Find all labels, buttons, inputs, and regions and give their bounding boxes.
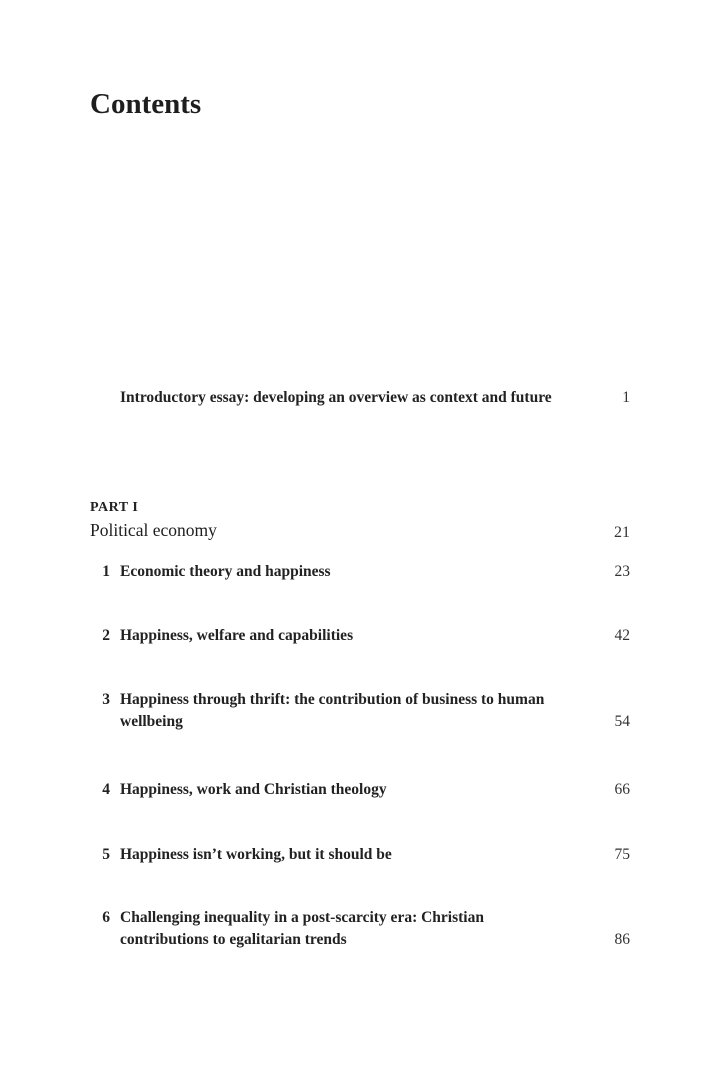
toc-entry-text: Happiness, work and Christian theology	[120, 781, 387, 798]
toc-entry-chapter-1[interactable]	[96, 561, 630, 583]
toc-entry-text: Economic theory and happiness	[120, 563, 331, 580]
part-label: PART I	[90, 500, 139, 515]
chapter-number: 3	[102, 691, 110, 708]
toc-part-1[interactable]	[90, 498, 630, 542]
part-title: Political economy	[90, 520, 217, 540]
chapter-number: 1	[102, 563, 110, 580]
toc-page-number: 1	[622, 389, 630, 406]
toc-entry-text: Happiness, welfare and capabilities	[120, 627, 354, 644]
toc-entry-text: Challenging inequality in a post-scarcity era: Christian contributions to egalitarian trends	[120, 909, 484, 948]
chapter-number: 4	[102, 781, 110, 798]
chapter-number: 2	[102, 627, 110, 644]
toc-entry-chapter-5[interactable]	[96, 844, 630, 866]
toc-page-number: 75	[614, 846, 630, 863]
toc-page-number: 21	[614, 524, 630, 541]
toc-entry-intro[interactable]	[96, 387, 630, 409]
toc-entry-chapter-4[interactable]	[96, 779, 630, 801]
toc-entry-text: Introductory essay: developing an overview as context and future	[120, 389, 552, 406]
toc-entry-text: Happiness isn’t working, but it should be	[120, 846, 392, 863]
toc-page-number: 86	[614, 931, 630, 948]
toc-entry-chapter-2[interactable]	[96, 625, 630, 647]
toc-page-number: 23	[614, 563, 630, 580]
toc-page-number: 66	[614, 781, 630, 798]
toc-entry-chapter-3[interactable]	[96, 689, 630, 733]
chapter-number: 6	[102, 909, 110, 926]
toc-page-number: 42	[614, 627, 630, 644]
toc-page-number: 54	[614, 713, 630, 730]
toc-entry-chapter-6[interactable]	[96, 907, 630, 951]
chapter-number: 5	[102, 846, 110, 863]
page-title: Contents	[90, 88, 202, 120]
toc-entry-text: Happiness through thrift: the contribution of business to human wellbeing	[120, 691, 545, 730]
